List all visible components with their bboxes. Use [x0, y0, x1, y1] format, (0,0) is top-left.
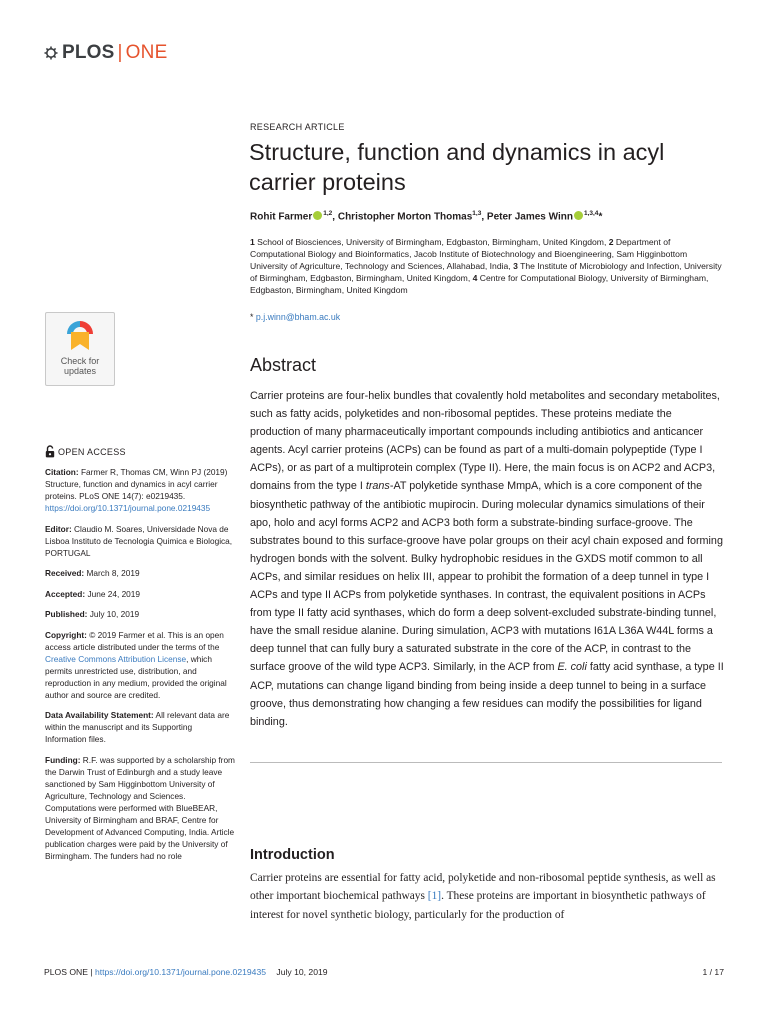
copyright-text: , which permits unrestricted use, distribution, and reproduction in any medium, provided the original author and source are credited.	[45, 653, 227, 700]
affiliation-text: Centre for Computational Biology, University of Birmingham, Edgbaston, Birmingham, United Kingdom	[250, 273, 709, 295]
citation-block	[45, 466, 235, 514]
funding-block	[45, 754, 235, 862]
affiliation-number: 3	[513, 261, 518, 271]
license-link[interactable]: Creative Commons Attribution License	[45, 653, 187, 664]
data-availability-text: All relevant data are within the manuscript and its Supporting Information files.	[45, 710, 230, 744]
affiliation-number: 2	[608, 237, 614, 247]
editor-label: Editor:	[45, 523, 72, 534]
open-lock-icon	[45, 445, 55, 458]
author-name: Christopher Morton Thomas	[337, 211, 473, 223]
author-affiliation-sup: 1,3,4	[583, 210, 599, 217]
abstract-text: Carrier proteins are four-helix bundles that covalently hold metabolites and secondary metabolites, such as fatty acids, polyketides and non-ribosomal peptides. These proteins mediate the production of many pharmaceutically important compounds including antibiotics and anticancer agents. Acyl carrier proteins (ACPs) can be found as part of a multi-domain polypeptide (Type I ACPs), or as part of a multiprotein complex (Type II). Here, the main focus is on ACP2 and ACP3, domains from the type I	[250, 390, 720, 493]
intro-text: . These proteins are important in biosynthetic pathways of interest for novel synthetic biology, particularly for the production of	[250, 890, 706, 921]
intro-text: Carrier proteins are essential for fatty acid, polyketide and non-ribosomal peptide synthesis, as well as other important biochemical pathways	[250, 872, 716, 903]
open-access-label	[45, 445, 235, 458]
funding-text: R.F. was supported by a scholarship from the Darwin Trust of Edinburgh and a study leave sanctioned by Sam Higginbottom University of Agriculture, Technology and Sciences. Computations were performed with BlueBEAR, University of Birmingham and BRAF, Centre for Development of Advanced Computing, India. Article publication charges were paid by the University of Birmingham. The funders had no role	[45, 754, 235, 861]
reference-link[interactable]: [1]	[427, 890, 442, 903]
copyright-text: © 2019 Farmer et al. This is an open access article distributed under the terms of the	[45, 629, 224, 652]
introduction-heading: Introduction	[250, 847, 335, 863]
article-info-sidebar	[45, 445, 235, 870]
abstract-text: fatty acid synthase, a type II ACP, mutations can change ligand binding from being inside a deep tunnel to being in a surface groove, thus demonstrating how changing a few residues can modify the possibilities for ligand binding.	[250, 661, 724, 728]
accepted-date: June 24, 2019	[87, 588, 141, 599]
affiliation-number: 1	[250, 237, 255, 247]
data-availability-label: Data Availability Statement:	[45, 710, 154, 720]
affiliation-text: Department of Computational Biology and Bioinformatics, Jacob Institute of Biotechnology and Bioengineering, Sam Higginbottom University of Agriculture, Technology and Sciences, Allahabad, India,	[250, 237, 688, 271]
corresponding-author-mark: *	[598, 211, 603, 223]
corresponding-email-line	[250, 312, 340, 322]
logo-divider: |	[117, 42, 123, 63]
editor-text: Claudio M. Soares, Universidade Nova de Lisboa Instituto de Tecnologia Quimica e Biologica, PORTUGAL	[45, 523, 233, 558]
received-label: Received:	[45, 568, 85, 578]
accepted-label: Accepted:	[45, 588, 86, 599]
footer-doi-link[interactable]: https://doi.org/10.1371/journal.pone.0219435	[94, 967, 267, 977]
copyright-block	[45, 629, 235, 701]
author-affiliation-sup: 1,2	[323, 210, 333, 217]
article-title: Structure, function and dynamics in acyl carrier proteins	[249, 139, 665, 195]
page-number: 1 / 17	[702, 967, 724, 977]
citation-doi-link[interactable]: https://doi.org/10.1371/journal.pone.0219435	[45, 503, 211, 513]
citation-label: Citation:	[45, 467, 79, 477]
published-block	[45, 608, 235, 620]
author-list: Rohit Farmer $^{1,2}$, Christopher Morton Thomas$^{1,3}$, Peter James Winn $^{1,3,4}$*	[250, 210, 603, 223]
published-label: Published:	[45, 609, 88, 619]
affiliation-number: 4	[472, 273, 478, 283]
abstract-heading: Abstract	[250, 355, 317, 375]
accepted-block	[45, 588, 235, 600]
affiliation-text: The Institute of Microbiology and Infection, University of Birmingham, Edgbaston, Birmingham, United Kingdom,	[250, 261, 722, 283]
orcid-icon[interactable]	[574, 211, 583, 220]
abstract-text: -AT polyketide synthase MmpA, which is a core component of the biosynthetic pathway of the antibiotic mupirocin. During molecular dynamics simulations of their apo, holo and acyl forms ACP2 and ACP3 both form a substrate-binding surface-groove. The substrates bound to this surface-groove have polar groups on their acyl chain exposed and forming hydrogen bonds with the solvent. Bulky hydrophobic residues in the GXDS motif common to all ACPs, and similar residues on helix III, appear to prohibit the formation of a deep tunnel in type I ACPs and type II ACPs from polyketide synthases. In contrast, the equivalent positions in ACPs from type II fatty acid synthases, which do form a deep solvent-excluded substrate-binding tunnel, have the small residue alanine. During simulation, ACP3 with mutations I61A L36A W44L forms a deep tunnel that can fully bury a saturated substrate in the core of the ACP, in contrast to the surface groove of the wild type ACP3. Similarly, in the ACP from	[250, 480, 723, 674]
author-affiliation-sup: 1,3	[472, 210, 482, 217]
author-name: Rohit Farmer	[250, 211, 313, 223]
orcid-icon[interactable]	[313, 211, 322, 220]
footer-journal: PLOS ONE |	[44, 967, 93, 977]
corresponding-email-link[interactable]: p.j.winn@bham.ac.uk	[255, 312, 341, 322]
footer-left	[44, 967, 328, 977]
funding-label: Funding:	[45, 754, 81, 765]
logo-plos-text: PLOS	[62, 42, 115, 63]
editor-block	[45, 523, 235, 559]
author-name: Peter James Winn	[486, 211, 573, 223]
data-availability-block	[45, 709, 235, 745]
published-date: July 10, 2019	[89, 609, 140, 619]
logo-one-text: ONE	[125, 42, 168, 63]
affiliation-text: School of Biosciences, University of Birmingham, Edgbaston, Birmingham, United Kingdom,	[257, 237, 607, 247]
article-type: RESEARCH ARTICLE	[250, 122, 345, 132]
plos-one-logo[interactable]	[44, 42, 167, 64]
introduction-body	[250, 869, 724, 924]
affiliations	[250, 236, 724, 296]
check-for-updates-line1: Check for	[60, 356, 100, 366]
abstract-body	[250, 387, 724, 731]
gear-icon	[44, 46, 58, 60]
abstract-italic: trans	[365, 480, 390, 493]
received-block	[45, 567, 235, 579]
received-date: March 8, 2019	[86, 568, 140, 578]
check-for-updates-badge[interactable]	[45, 312, 115, 386]
abstract-italic: E. coli	[557, 661, 587, 674]
crossmark-icon	[65, 319, 95, 351]
check-for-updates-line2: updates	[63, 366, 97, 376]
section-divider	[250, 762, 722, 763]
footer-date: July 10, 2019	[276, 967, 328, 977]
citation-text: Farmer R, Thomas CM, Winn PJ (2019) Structure, function and dynamics in acyl carrier proteins. PLoS ONE 14(7): e0219435.	[45, 467, 228, 501]
corresponding-mark: *	[250, 312, 254, 322]
page-footer	[44, 967, 724, 977]
open-access-text: OPEN ACCESS	[58, 446, 126, 457]
copyright-label: Copyright:	[45, 629, 87, 640]
